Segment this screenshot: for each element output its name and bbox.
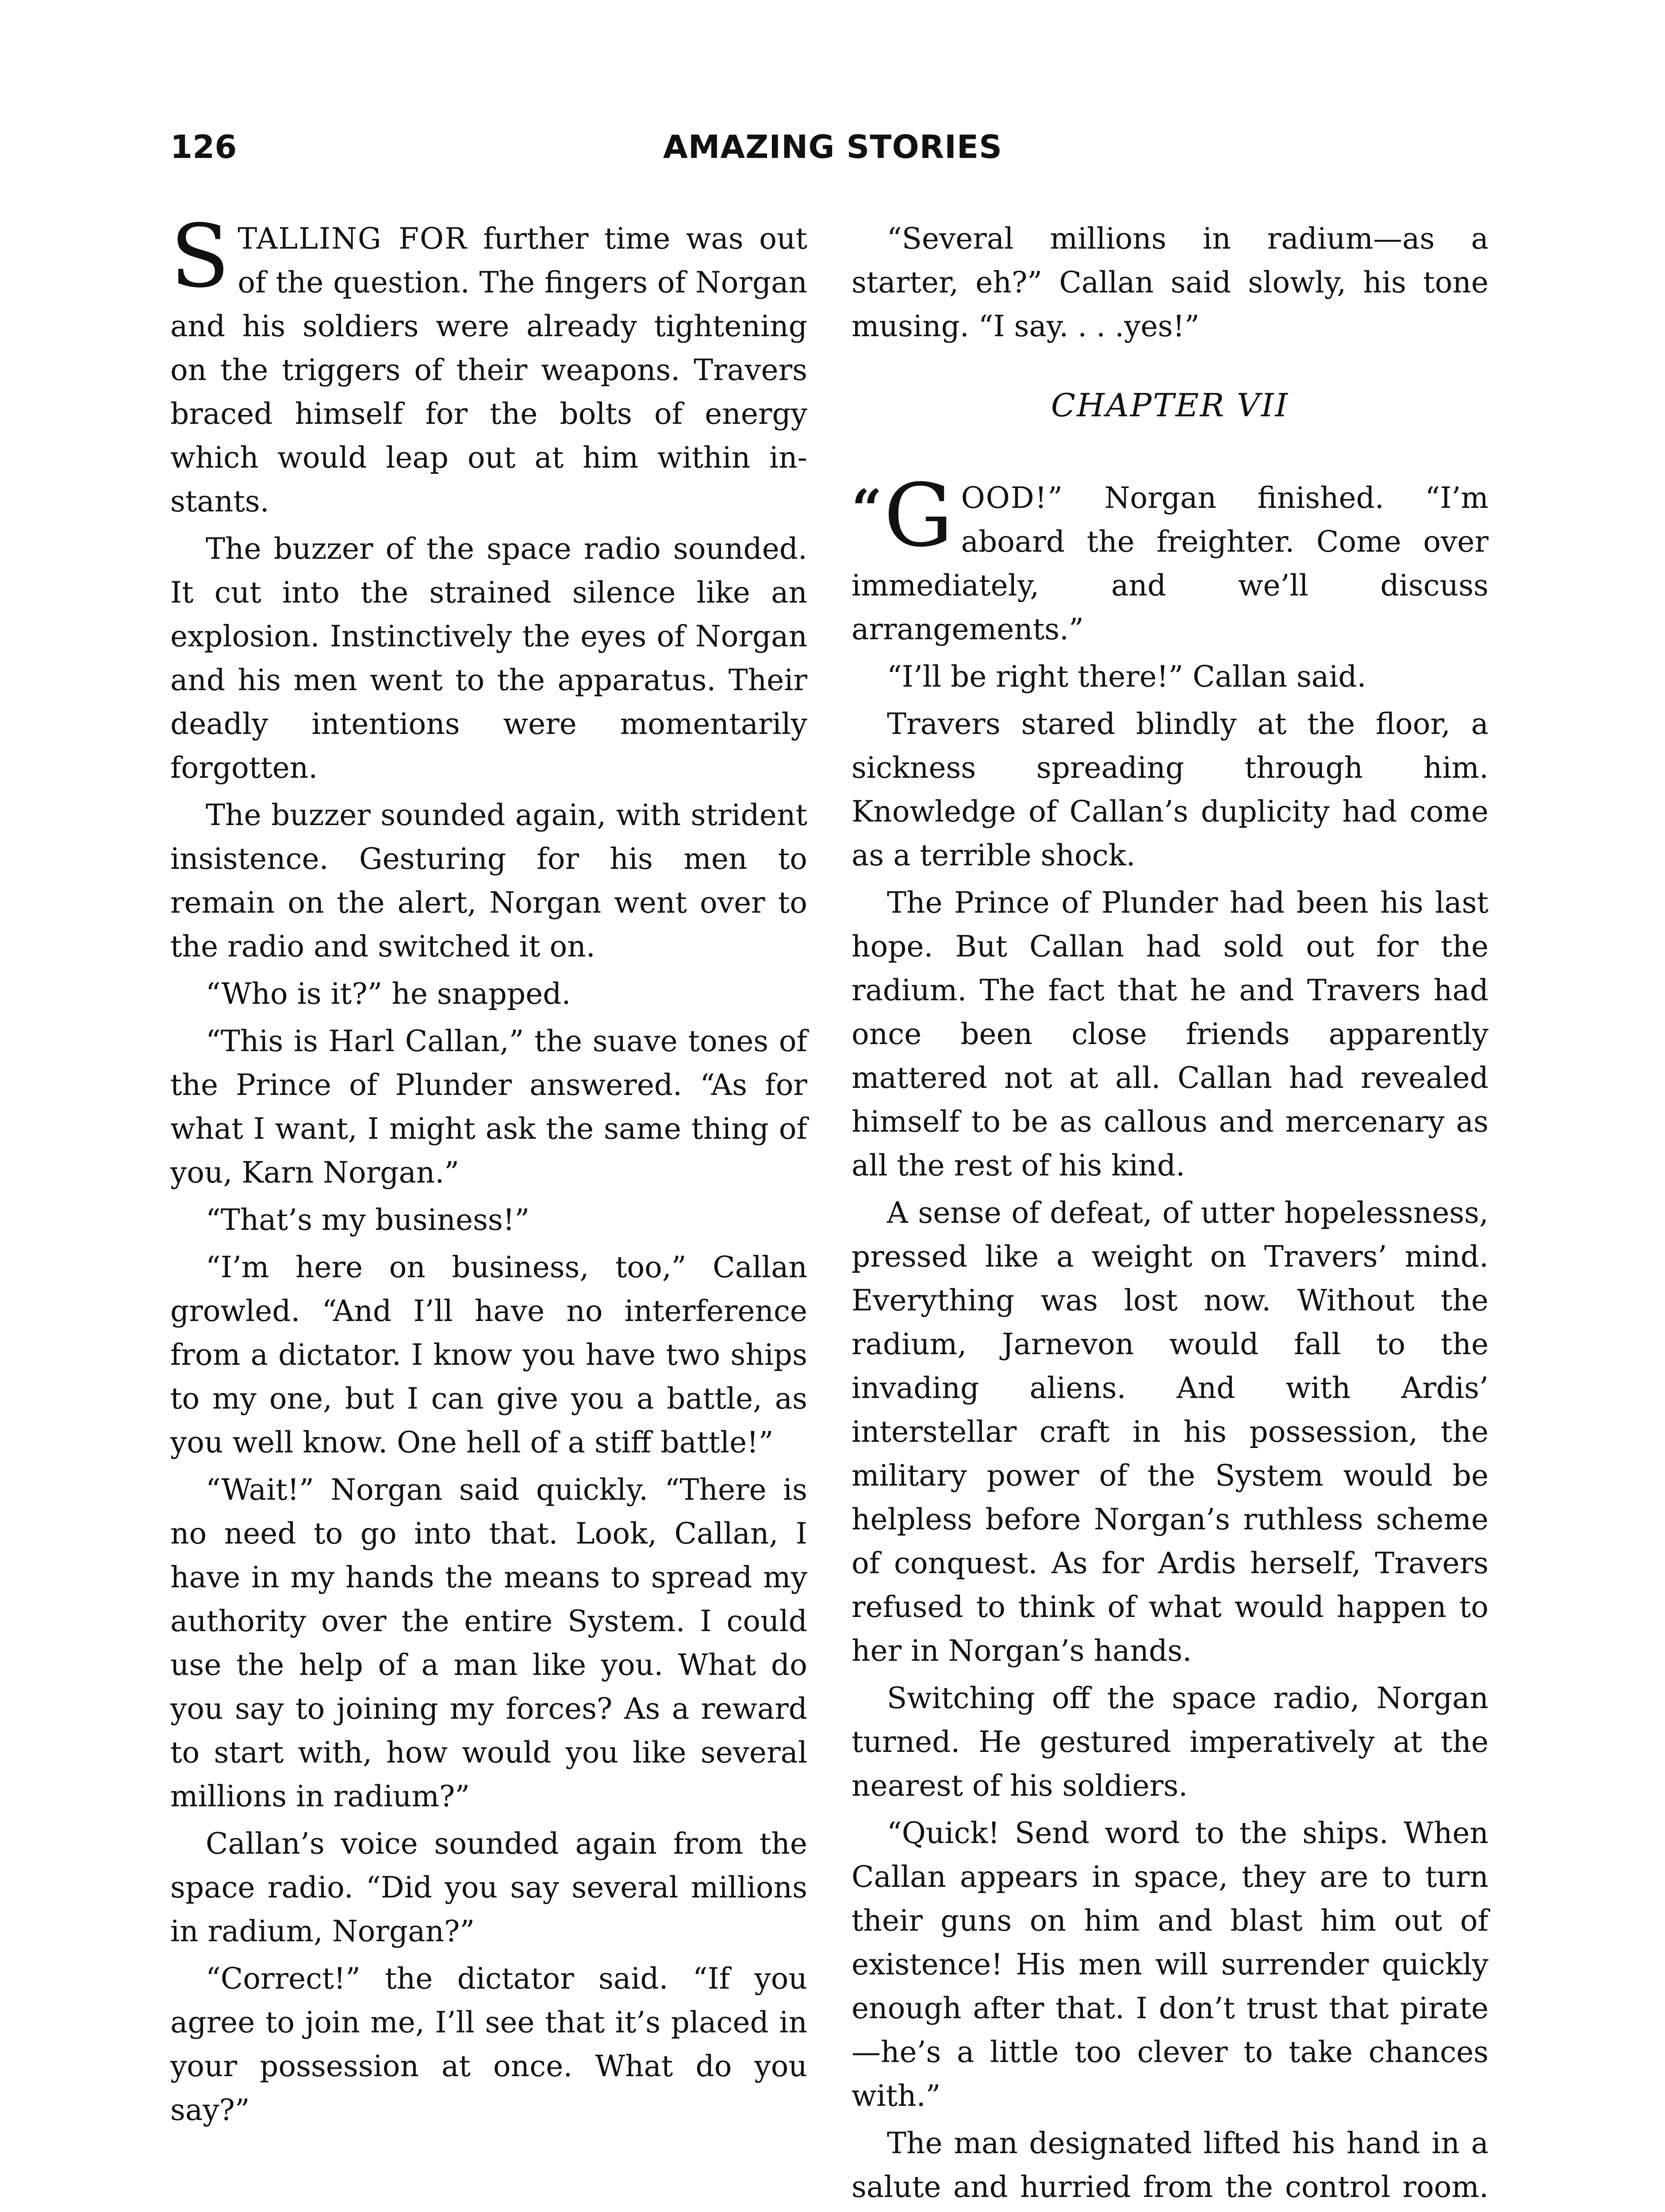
opening-lead-words: TALLING FOR [238, 222, 468, 256]
paragraph: “Who is it?” he snapped. [206, 977, 571, 1011]
chapter-heading: CHAPTER VII [1051, 387, 1289, 424]
paragraph: The buzzer of the space radio sounded. It cut into the strained silence like an explosion. Instinctively the eyes of Norgan and his men went to the apparatus. Their deadly intentions were momentarily forgotten. [170, 532, 807, 785]
paragraph: The Prince of Plunder had been his last hope. But Callan had sold out for the radium. The fact that he and Travers had once been close friends apparently mattered not at all. Callan had revealed himself to be as callous and mercenary as all the rest of his kind. [852, 886, 1489, 1183]
paragraph: “That’s my business!” [206, 1203, 530, 1237]
drop-cap-g: G [884, 465, 953, 566]
paragraph: Callan’s voice sounded again from the space radio. “Did you say several millions in radium, Norgan?” [170, 1827, 807, 1948]
paragraph: “Quick! Send word to the ships. When Callan appears in space, they are to turn their guns on him and blast him out of existence! His men will surrender quickly enough after that. I don’t trust that pirate—he’s a little too clever to take chances with.” [852, 1816, 1489, 2113]
paragraph: “Wait!” Norgan said quickly. “There is no need to go into that. Look, Callan, I have in my hands the means to spread my authority over the entire System. I could use the help of a man like you. What do you say to joining my forces? As a reward to start with, how would you like several millions in radium?” [170, 1473, 807, 1813]
paragraph: “This is Harl Callan,” the suave tones of the Prince of Plunder answered. “As for what I want, I might ask the same thing of you, Karn Norgan.” [170, 1024, 807, 1190]
opening-paragraph [170, 206, 807, 523]
chapter-opening-paragraph [852, 465, 1489, 651]
paragraph: “I’ll be right there!” Callan said. [887, 660, 1366, 694]
opening-paragraph-text: further time was out of the question. The fingers of Norgan and his soldiers were already tightening on the triggers of their weapons. Travers braced himself for the bolts of energy which would leap out at him within instants. [170, 222, 807, 518]
right-column [852, 217, 1489, 2212]
opening-quote-mark: “ [852, 478, 882, 540]
paragraph: “Several millions in radium—as a starter, eh?” Callan said slowly, his tone musing. “I say. . . .yes!” [852, 222, 1489, 343]
chapter-lead-words: OOD!” [961, 481, 1064, 515]
page-header [170, 119, 1495, 190]
drop-cap-s: S [170, 206, 230, 307]
paragraph: “Correct!” the dictator said. “If you agree to join me, I’ll see that it’s placed in your possession at once. What do you say?” [170, 1962, 807, 2127]
paragraph: Travers stared blindly at the floor, a sickness spreading through him. Knowledge of Callan’s duplicity had come as a terrible shock. [852, 707, 1489, 872]
paragraph: The man designated lifted his hand in a salute and hurried from the control room. [852, 2126, 1489, 2204]
paragraph: “I’m here on business, too,” Callan growled. “And I’ll have no interference from a dictator. I know you have two ships to my one, but I can give you a battle, as you well know. One hell of a stiff battle!” [170, 1250, 807, 1459]
paragraph: The buzzer sounded again, with strident insistence. Gesturing for his men to remain on the alert, Norgan went over to the radio and switched it on. [170, 798, 807, 964]
page-number: 126 [170, 128, 237, 165]
paragraph: A sense of defeat, of utter hopelessness, pressed like a weight on Travers’ mind. Everything was lost now. Without the radium, Jarnevon would fall to the invading aliens. And with Ardis’ interstellar craft in his possession, the military power of the System would be helpless before Norgan’s ruthless scheme of conquest. As for Ardis herself, Travers refused to think of what would happen to her in Norgan’s hands. [852, 1196, 1489, 1668]
paragraph: Switching off the space radio, Norgan turned. He gestured imperatively at the nearest of his soldiers. [852, 1681, 1489, 1803]
chapter-opening-text: Norgan finished. “I’m aboard the freighter. Come over immediately, and we’ll discuss arrangements.” [852, 481, 1489, 646]
magazine-title: AMAZING STORIES [663, 128, 1002, 165]
left-column [170, 206, 807, 2135]
